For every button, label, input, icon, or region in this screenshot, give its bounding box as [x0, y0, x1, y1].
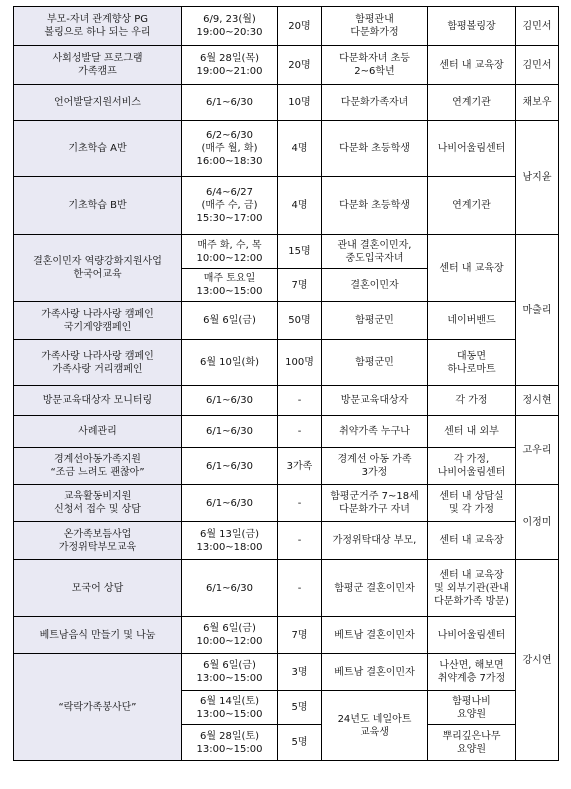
program-cell: 기초학습 B반	[14, 177, 182, 235]
staff-cell: 김민서	[516, 7, 559, 46]
date-cell: 6/1~6/30	[182, 448, 278, 485]
count-cell: -	[278, 386, 322, 416]
count-cell: 5명	[278, 725, 322, 761]
program-cell: 기초학습 A반	[14, 121, 182, 177]
count-cell: 7명	[278, 269, 322, 302]
count-cell: -	[278, 416, 322, 448]
program-cell: 베트남음식 만들기 및 나눔	[14, 617, 182, 654]
table-row	[14, 235, 559, 269]
staff-cell: 고우리	[516, 416, 559, 485]
date-cell: 6/1~6/30	[182, 416, 278, 448]
table-row	[14, 386, 559, 416]
place-cell: 나비어울림센터	[428, 617, 516, 654]
table-row	[14, 617, 559, 654]
target-cell: 결혼이민자	[322, 269, 428, 302]
program-cell: 방문교육대상자 모니터링	[14, 386, 182, 416]
date-cell: 6월 6일(금) 10:00~12:00	[182, 617, 278, 654]
date-cell: 매주 화, 수, 목 10:00~12:00	[182, 235, 278, 269]
date-cell: 6월 14일(토) 13:00~15:00	[182, 691, 278, 725]
target-cell: 24년도 네일아트 교육생	[322, 691, 428, 761]
place-cell: 센터 내 교육장	[428, 46, 516, 85]
place-cell: 네이버밴드	[428, 302, 516, 340]
target-cell: 다문화자녀 초등 2~6학년	[322, 46, 428, 85]
program-cell: 경계선아동가족지원 “조금 느려도 괜찮아”	[14, 448, 182, 485]
program-cell: “락락가족봉사단”	[14, 654, 182, 761]
table-row	[14, 85, 559, 121]
target-cell: 관내 결혼이민자, 중도입국자녀	[322, 235, 428, 269]
program-cell: 가족사랑 나라사랑 캠페인 국기게양캠페인	[14, 302, 182, 340]
program-cell: 사회성발달 프로그램 가족캠프	[14, 46, 182, 85]
count-cell: 5명	[278, 691, 322, 725]
target-cell: 베트남 결혼이민자	[322, 617, 428, 654]
staff-cell: 마출리	[516, 235, 559, 386]
count-cell: -	[278, 560, 322, 617]
count-cell: 7명	[278, 617, 322, 654]
date-cell: 6월 10일(화)	[182, 340, 278, 386]
table-row	[14, 121, 559, 177]
program-table	[13, 6, 559, 761]
place-cell: 센터 내 상담실 및 각 가정	[428, 485, 516, 522]
table-row	[14, 177, 559, 235]
date-cell: 6월 28일(목) 19:00~21:00	[182, 46, 278, 85]
program-cell: 사례관리	[14, 416, 182, 448]
target-cell: 함평군거주 7~18세 다문화가구 자녀	[322, 485, 428, 522]
date-cell: 6월 28일(토) 13:00~15:00	[182, 725, 278, 761]
place-cell: 대동면 하나로마트	[428, 340, 516, 386]
count-cell: 4명	[278, 177, 322, 235]
program-schedule	[13, 6, 559, 761]
count-cell: 3가족	[278, 448, 322, 485]
staff-cell: 정시현	[516, 386, 559, 416]
count-cell: -	[278, 485, 322, 522]
place-cell: 함평볼링장	[428, 7, 516, 46]
staff-cell: 채보우	[516, 85, 559, 121]
program-cell: 온가족보듬사업 가정위탁부모교육	[14, 522, 182, 560]
place-cell: 연계기관	[428, 85, 516, 121]
count-cell: 100명	[278, 340, 322, 386]
table-row	[14, 302, 559, 340]
table-row	[14, 448, 559, 485]
place-cell: 센터 내 교육장	[428, 522, 516, 560]
count-cell: 50명	[278, 302, 322, 340]
program-cell: 모국어 상담	[14, 560, 182, 617]
target-cell: 다문화 초등학생	[322, 121, 428, 177]
staff-cell: 김민서	[516, 46, 559, 85]
program-cell: 가족사랑 나라사랑 캠페인 가족사랑 거리캠페인	[14, 340, 182, 386]
staff-cell: 강시연	[516, 560, 559, 761]
target-cell: 다문화가족자녀	[322, 85, 428, 121]
table-row	[14, 654, 559, 691]
date-cell: 6/4~6/27 (매주 수, 금) 15:30~17:00	[182, 177, 278, 235]
date-cell: 매주 토요일 13:00~15:00	[182, 269, 278, 302]
staff-cell: 이정미	[516, 485, 559, 560]
program-cell: 언어발달지원서비스	[14, 85, 182, 121]
place-cell: 각 가정	[428, 386, 516, 416]
target-cell: 취약가족 누구나	[322, 416, 428, 448]
place-cell: 나비어울림센터	[428, 121, 516, 177]
table-row	[14, 485, 559, 522]
count-cell: 4명	[278, 121, 322, 177]
target-cell: 방문교육대상자	[322, 386, 428, 416]
table-row	[14, 522, 559, 560]
program-cell: 교육활동비지원 신청서 접수 및 상담	[14, 485, 182, 522]
place-cell: 뿌리깊은나무 요양원	[428, 725, 516, 761]
target-cell: 가정위탁대상 부모,	[322, 522, 428, 560]
date-cell: 6/1~6/30	[182, 85, 278, 121]
count-cell: 10명	[278, 85, 322, 121]
date-cell: 6/1~6/30	[182, 485, 278, 522]
program-cell: 결혼이민자 역량강화지원사업 한국어교육	[14, 235, 182, 302]
date-cell: 6월 13일(금) 13:00~18:00	[182, 522, 278, 560]
table-row	[14, 560, 559, 617]
count-cell: -	[278, 522, 322, 560]
target-cell: 다문화 초등학생	[322, 177, 428, 235]
target-cell: 함평군민	[322, 340, 428, 386]
count-cell: 15명	[278, 235, 322, 269]
date-cell: 6/1~6/30	[182, 386, 278, 416]
place-cell: 각 가정, 나비어울림센터	[428, 448, 516, 485]
place-cell: 센터 내 교육장	[428, 235, 516, 302]
place-cell: 센터 내 교육장 및 외부기관(관내 다문화가족 방문)	[428, 560, 516, 617]
target-cell: 베트남 결혼이민자	[322, 654, 428, 691]
program-cell: 부모-자녀 관계향상 PG 볼링으로 하나 되는 우리	[14, 7, 182, 46]
target-cell: 함평관내 다문화가정	[322, 7, 428, 46]
table-row	[14, 46, 559, 85]
table-row	[14, 416, 559, 448]
table-row	[14, 340, 559, 386]
date-cell: 6/2~6/30 (매주 월, 화) 16:00~18:30	[182, 121, 278, 177]
place-cell: 나산면, 해보면 취약계층 7가정	[428, 654, 516, 691]
date-cell: 6/1~6/30	[182, 560, 278, 617]
target-cell: 경계선 아동 가족 3가정	[322, 448, 428, 485]
count-cell: 20명	[278, 7, 322, 46]
place-cell: 함평나비 요양원	[428, 691, 516, 725]
table-row	[14, 7, 559, 46]
date-cell: 6월 6일(금) 13:00~15:00	[182, 654, 278, 691]
target-cell: 함평군민	[322, 302, 428, 340]
target-cell: 함평군 결혼이민자	[322, 560, 428, 617]
count-cell: 3명	[278, 654, 322, 691]
staff-cell: 남지윤	[516, 121, 559, 235]
date-cell: 6/9, 23(월) 19:00~20:30	[182, 7, 278, 46]
count-cell: 20명	[278, 46, 322, 85]
date-cell: 6월 6일(금)	[182, 302, 278, 340]
place-cell: 연계기관	[428, 177, 516, 235]
place-cell: 센터 내 외부	[428, 416, 516, 448]
